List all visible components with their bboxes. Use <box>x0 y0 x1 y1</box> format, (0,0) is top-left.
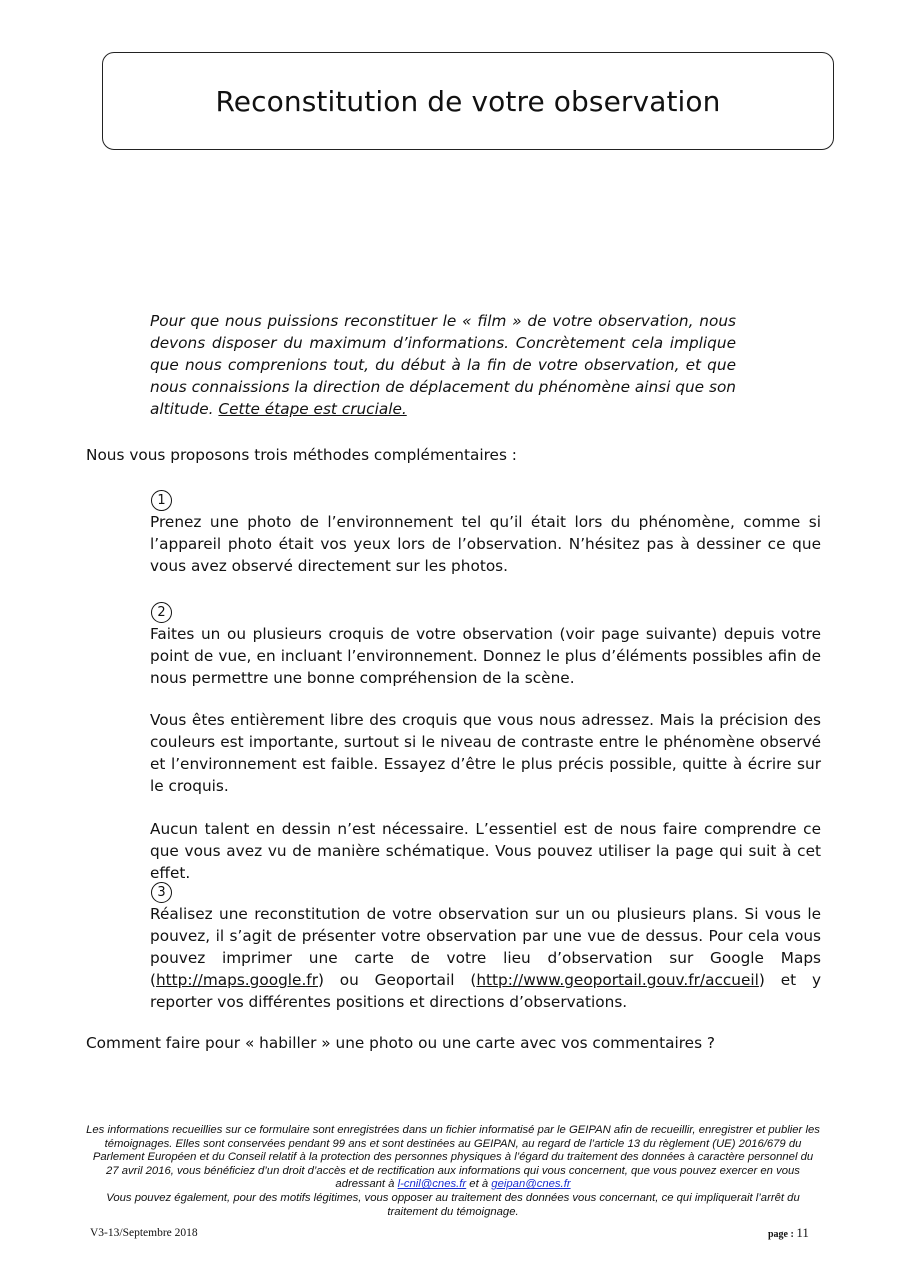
intro-emphasis: Cette étape est cruciale. <box>218 400 407 418</box>
method-3-text-a: Réalisez une reconstitution de votre observation sur un ou plusieurs plans. Si vous le pouvez, il s’agit de présenter votre observation par une vue de dessus. Pour cela vous pouvez imprimer une carte de votre lieu d’observation sur Google Maps ( <box>150 905 821 989</box>
geipan-email-link[interactable]: geipan@cnes.fr <box>491 1178 571 1191</box>
geoportail-link[interactable]: http://www.geoportail.gouv.fr/accueil <box>476 971 759 989</box>
method-3-badge <box>151 881 172 903</box>
title-box <box>102 52 834 150</box>
method-2-number: 2 <box>151 602 172 623</box>
method-2-paragraph-3: Aucun talent en dessin n’est nécessaire. L’essentiel est de nous faire comprendre ce que vous avez vu de manière schématique. Vous pouvez utiliser la page qui suit à cet effet. <box>150 820 821 882</box>
method-2-badge <box>151 601 172 623</box>
methods-intro: Nous vous proposons trois méthodes complémentaires : <box>86 446 517 464</box>
page-title: Reconstitution de votre observation <box>215 84 721 118</box>
intro-paragraph <box>150 310 736 420</box>
method-3-text-b: ) ou Geoportail ( <box>317 971 477 989</box>
page-number <box>768 1225 809 1241</box>
method-3-text <box>150 903 821 1013</box>
privacy-text-a: Les informations recueillies sur ce formulaire sont enregistrées dans un fichier informatisé par le GEIPAN afin de recueillir, enregistrer et publier les témoignages. Elles sont conservées pendant 99 ans et sont destinées au GEIPAN, au regard de l’article 13 du règlement (UE) 2016/679 du Parlement Européen et du Conseil relatif à la protection des personnes physiques à l’égard du traitement des données à caractère personnel du 27 avril 2016, vous bénéficiez d’un droit d’accès et de rectification aux informations qui vous concernent, que vous pouvez exercer en vous adressant à <box>86 1124 820 1191</box>
method-2-text: Faites un ou plusieurs croquis de votre observation (voir page suivante) depuis votre point de vue, en incluant l’environnement. Donnez le plus d’éléments possibles afin de nous permettre une bonne compréhension de la scène. <box>150 625 821 687</box>
privacy-text-c: Vous pouvez également, pour des motifs légitimes, vous opposer au traitement des données vous concernant, ce qui impliquerait l’arrêt du traitement du témoignage. <box>106 1191 800 1218</box>
method-3-text-c: ) et y reporter vos différentes positions et directions d’observations. <box>150 971 821 1011</box>
google-maps-link[interactable]: http://maps.google.fr <box>155 971 318 989</box>
method-1-number: 1 <box>151 490 172 511</box>
cnil-email-link[interactable]: l-cnil@cnes.fr <box>397 1178 467 1191</box>
privacy-notice <box>86 1124 820 1219</box>
privacy-text-b: et à <box>466 1178 492 1191</box>
intro-text: Pour que nous puissions reconstituer le « film » de votre observation, nous devons disposer du maximum d’informations. Concrètement cela implique que nous comprenions tout, du début à la fin de votre observation, et que nous connaissions la direction de déplacement du phénomène ainsi que son altitude. <box>150 312 736 418</box>
method-3-number: 3 <box>151 882 172 903</box>
version-label: V3-13/Septembre 2018 <box>90 1227 198 1239</box>
method-2-paragraph-2: Vous êtes entièrement libre des croquis que vous nous adressez. Mais la précision des couleurs est importante, surtout si le niveau de contraste entre le phénomène observé et l’environnement est faible. Essayez d’être le plus précis possible, quitte à écrire sur le croquis. <box>150 711 821 795</box>
method-1-text: Prenez une photo de l’environnement tel qu’il était lors du phénomène, comme si l’appareil photo était vos yeux lors de l’observation. N’hésitez pas à dessiner ce que vous avez observé directement sur les photos. <box>150 513 821 575</box>
page-label: page : <box>768 1229 797 1240</box>
page-number-value: 11 <box>796 1225 809 1240</box>
closing-question: Comment faire pour « habiller » une photo ou une carte avec vos commentaires ? <box>86 1034 716 1052</box>
method-1-badge <box>151 489 172 511</box>
